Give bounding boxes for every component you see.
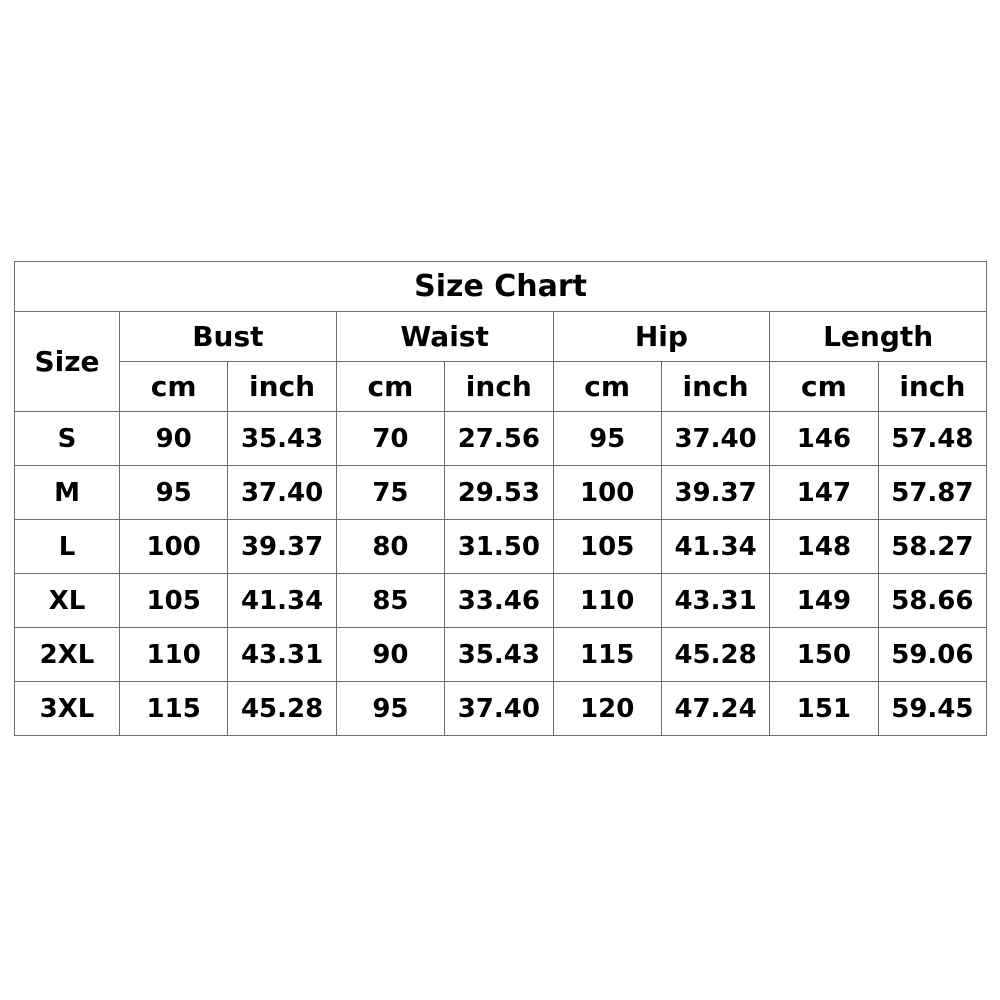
size-label: 3XL <box>15 682 120 736</box>
table-cell: 120 <box>553 682 661 736</box>
group-header-waist: Waist <box>336 312 553 362</box>
table-cell: 149 <box>770 574 878 628</box>
table-cell: 47.24 <box>661 682 769 736</box>
table-cell: 100 <box>553 466 661 520</box>
unit-header: cm <box>770 362 878 412</box>
title-row <box>15 262 987 312</box>
size-chart-table <box>14 261 987 736</box>
table-cell: 37.40 <box>445 682 553 736</box>
table-cell: 59.45 <box>878 682 986 736</box>
table-cell: 43.31 <box>228 628 336 682</box>
size-label: XL <box>15 574 120 628</box>
table-cell: 115 <box>553 628 661 682</box>
size-column-header: Size <box>15 312 120 412</box>
table-cell: 85 <box>336 574 444 628</box>
unit-header: inch <box>661 362 769 412</box>
table-cell: 57.48 <box>878 412 986 466</box>
table-cell: 95 <box>553 412 661 466</box>
table-cell: 105 <box>553 520 661 574</box>
group-header-length: Length <box>770 312 987 362</box>
table-cell: 95 <box>120 466 228 520</box>
table-row <box>15 520 987 574</box>
table-cell: 35.43 <box>445 628 553 682</box>
table-cell: 33.46 <box>445 574 553 628</box>
size-label: S <box>15 412 120 466</box>
measurement-group-row <box>15 312 987 362</box>
table-cell: 39.37 <box>661 466 769 520</box>
table-cell: 31.50 <box>445 520 553 574</box>
table-row <box>15 412 987 466</box>
table-row <box>15 466 987 520</box>
table-cell: 39.37 <box>228 520 336 574</box>
table-cell: 27.56 <box>445 412 553 466</box>
table-cell: 43.31 <box>661 574 769 628</box>
table-cell: 90 <box>336 628 444 682</box>
table-row <box>15 628 987 682</box>
table-row <box>15 574 987 628</box>
table-cell: 105 <box>120 574 228 628</box>
table-cell: 45.28 <box>228 682 336 736</box>
table-cell: 80 <box>336 520 444 574</box>
size-label: L <box>15 520 120 574</box>
table-cell: 146 <box>770 412 878 466</box>
table-cell: 150 <box>770 628 878 682</box>
table-cell: 58.66 <box>878 574 986 628</box>
table-cell: 29.53 <box>445 466 553 520</box>
table-cell: 45.28 <box>661 628 769 682</box>
table-cell: 147 <box>770 466 878 520</box>
table-cell: 58.27 <box>878 520 986 574</box>
table-cell: 75 <box>336 466 444 520</box>
table-cell: 115 <box>120 682 228 736</box>
group-header-hip: Hip <box>553 312 770 362</box>
unit-header: cm <box>553 362 661 412</box>
table-cell: 41.34 <box>661 520 769 574</box>
unit-header: inch <box>228 362 336 412</box>
table-cell: 148 <box>770 520 878 574</box>
table-cell: 151 <box>770 682 878 736</box>
chart-title: Size Chart <box>15 262 987 312</box>
group-header-bust: Bust <box>120 312 337 362</box>
table-cell: 59.06 <box>878 628 986 682</box>
table-cell: 70 <box>336 412 444 466</box>
unit-header: cm <box>336 362 444 412</box>
table-cell: 35.43 <box>228 412 336 466</box>
table-cell: 90 <box>120 412 228 466</box>
table-cell: 37.40 <box>228 466 336 520</box>
size-label: M <box>15 466 120 520</box>
table-cell: 37.40 <box>661 412 769 466</box>
unit-row <box>15 362 987 412</box>
table-cell: 95 <box>336 682 444 736</box>
table-cell: 110 <box>120 628 228 682</box>
unit-header: cm <box>120 362 228 412</box>
table-cell: 57.87 <box>878 466 986 520</box>
table-cell: 41.34 <box>228 574 336 628</box>
size-label: 2XL <box>15 628 120 682</box>
table-row <box>15 682 987 736</box>
table-cell: 100 <box>120 520 228 574</box>
unit-header: inch <box>445 362 553 412</box>
unit-header: inch <box>878 362 986 412</box>
table-cell: 110 <box>553 574 661 628</box>
